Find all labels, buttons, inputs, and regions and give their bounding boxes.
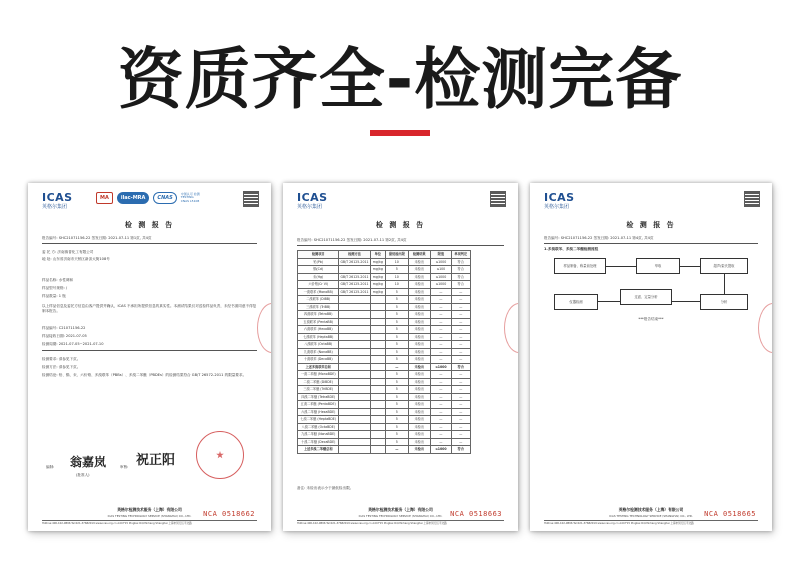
report-footer-en: ICAS TESTING TECHNOLOGY SERVICE (SHANGHAI) CO., LTD.	[609, 513, 693, 518]
table-cell: 符合	[451, 446, 470, 454]
table-cell: 5	[386, 438, 408, 446]
flow-step-filter: 过滤、定量分析	[620, 289, 672, 305]
sig-left-role: (批准人)	[76, 473, 90, 477]
table-cell: 10	[386, 273, 408, 281]
table-cell: —	[451, 386, 470, 394]
table-row	[298, 288, 471, 296]
arrow-left-icon	[598, 301, 620, 302]
table-row	[298, 431, 471, 439]
table-cell	[370, 333, 386, 341]
table-note: 备注: 未检出表示小于最低检出限。	[297, 486, 354, 490]
table-cell: 未检出	[408, 431, 430, 439]
table-cell	[370, 348, 386, 356]
report-title: 检 测 报 告	[124, 221, 175, 229]
report-title: 检 测 报 告	[626, 221, 676, 229]
table-header-row	[298, 251, 471, 259]
table-cell: —	[451, 408, 470, 416]
table-cell: 未检出	[408, 446, 430, 454]
table-cell: —	[430, 303, 451, 311]
table-cell: 未检出	[408, 318, 430, 326]
table-row	[298, 273, 471, 281]
headline-underline	[370, 130, 430, 136]
table-cell: 5	[386, 311, 408, 319]
table-cell	[339, 266, 370, 274]
arrow-right-icon	[606, 266, 636, 267]
table-row	[298, 341, 471, 349]
table-cell: 镉(Cd)	[298, 266, 339, 274]
table-row	[298, 378, 471, 386]
table-cell: 5	[386, 348, 408, 356]
table-header-cell: 最低检出限	[386, 251, 408, 259]
table-cell: —	[430, 386, 451, 394]
qr-code-icon	[744, 191, 760, 207]
contact-bar: Hotline:400-102-9896 Tel:021-37682019 www.icas.org.cn Add:F15 Pingbei Rd,Minhang Shanghai 上海市闵行区平北路	[42, 520, 257, 525]
table-cell: —	[451, 371, 470, 379]
table-cell	[370, 318, 386, 326]
table-cell: —	[430, 423, 451, 431]
table-row	[298, 416, 471, 424]
logo-subtext: 英格尔集团	[42, 203, 68, 210]
table-cell: 七溴联苯 (HeptaBB)	[298, 333, 339, 341]
table-cell: —	[451, 333, 470, 341]
table-cell: 5	[386, 393, 408, 401]
report-footer-en: ICAS TESTING TECHNOLOGY SERVICE (SHANGHAI) CO., LTD.	[107, 513, 192, 518]
table-cell	[339, 378, 370, 386]
divider	[544, 243, 758, 244]
sig-mid-label: 审核:	[120, 465, 129, 469]
table-cell: 未检出	[408, 423, 430, 431]
table-cell: 四溴二苯醚 (TetraBDE)	[298, 393, 339, 401]
table-cell: 上述多溴联苯总和	[298, 363, 339, 371]
table-row	[298, 386, 471, 394]
table-cell: ≤1000	[430, 446, 451, 454]
nca-serial: NCA 0518665	[704, 510, 756, 519]
flow-step-extract: 萃取	[636, 258, 680, 274]
qr-code-icon	[490, 191, 506, 207]
table-row	[298, 348, 471, 356]
table-cell: 符合	[451, 273, 470, 281]
table-cell: —	[430, 378, 451, 386]
table-cell: 5	[386, 326, 408, 334]
table-cell	[370, 416, 386, 424]
table-row	[298, 311, 471, 319]
table-cell: —	[430, 416, 451, 424]
table-cell	[339, 446, 370, 454]
table-cell: 未检出	[408, 386, 430, 394]
table-cell: 上述多溴二苯醚总和	[298, 446, 339, 454]
table-cell	[370, 296, 386, 304]
table-header-cell: 检测方法	[339, 251, 370, 259]
table-cell	[339, 431, 370, 439]
table-cell: 未检出	[408, 296, 430, 304]
signature-mid: 祝正阳	[136, 453, 176, 468]
table-cell: ≤1000	[430, 281, 451, 289]
table-cell: —	[430, 431, 451, 439]
receive-date-line: 样品接收日期: 2021-07-05	[42, 334, 87, 338]
table-cell: 九溴二苯醚 (NonaBDE)	[298, 431, 339, 439]
table-body	[298, 258, 471, 453]
table-cell	[339, 356, 370, 364]
table-cell: 九溴联苯 (NonaBB)	[298, 348, 339, 356]
arrow-left-icon	[672, 301, 700, 302]
table-cell: 5	[386, 333, 408, 341]
logo-text: ICAS	[544, 191, 575, 204]
contact-bar: Hotline:400-102-9896 Tel:021-37682019 www.icas.org.cn Add:F15 Pingbei Rd,Minhang Shanghai 上海市闵行区平北路	[544, 520, 758, 525]
sample-name-line: 样品名称: 水性调和	[42, 278, 74, 282]
table-cell: ≤1000	[430, 363, 451, 371]
flow-section-title: 1.多溴联苯、多溴二苯醚检测流程	[544, 247, 599, 251]
report-title: 检 测 报 告	[375, 221, 426, 229]
test-period-line: 检测周期: 2021-07-05~2021-07-10	[42, 342, 104, 346]
table-cell: 未检出	[408, 333, 430, 341]
table-cell: 六溴二苯醚 (HexaBDE)	[298, 408, 339, 416]
table-cell: —	[451, 356, 470, 364]
address-line: 地 址: 山东省济南市天桥区新泺大街108号	[42, 257, 110, 261]
table-cell	[339, 296, 370, 304]
sample-model-line: 样品型号规格: /	[42, 286, 68, 290]
cma-badge: MA	[96, 192, 113, 204]
table-cell: GB/T 26125-2011	[340, 289, 369, 294]
table-cell: 一溴联苯 (MonoBB)	[298, 288, 339, 296]
table-cell: 铅(Pb)	[298, 258, 339, 266]
table-cell: 5	[386, 266, 408, 274]
logo-subtext: 英格尔集团	[297, 203, 323, 210]
table-cell: 5	[386, 371, 408, 379]
table-header-cell: 单项判定	[451, 251, 470, 259]
table-cell: —	[451, 438, 470, 446]
table-header-cell: 单位	[370, 251, 386, 259]
qr-code-icon	[243, 191, 259, 207]
icas-logo	[544, 191, 575, 210]
table-cell: 5	[386, 378, 408, 386]
table-cell: 5	[386, 288, 408, 296]
method-line: 检测方法: 请参见下页。	[42, 365, 81, 369]
report-page-3	[530, 183, 772, 531]
divider	[42, 350, 257, 351]
table-cell: 未检出	[408, 281, 430, 289]
accreditation-badges	[96, 192, 203, 204]
signature-left: 翁嘉岚	[70, 455, 107, 469]
table-cell: 未检出	[408, 303, 430, 311]
table-cell: —	[430, 311, 451, 319]
table-cell: —	[451, 378, 470, 386]
table-cell: 未检出	[408, 408, 430, 416]
table-cell: —	[451, 416, 470, 424]
table-cell: 六溴联苯 (HexaBB)	[298, 326, 339, 334]
table-cell: 五溴二苯醚 (PentaBDE)	[298, 401, 339, 409]
logo-subtext: 英格尔集团	[544, 203, 570, 210]
table-cell: —	[451, 431, 470, 439]
table-cell: 未检出	[408, 416, 430, 424]
flow-step-instrument: 仪器检测	[554, 294, 598, 310]
report-footer-en: ICAS TESTING TECHNOLOGY SERVICE (SHANGHAI) CO., LTD.	[358, 513, 443, 518]
table-row	[298, 393, 471, 401]
table-cell: ≤1000	[430, 273, 451, 281]
report-footer: 英格尔检测技术服务（上海）有限公司	[368, 507, 433, 513]
table-cell: —	[430, 333, 451, 341]
table-cell: —	[451, 311, 470, 319]
table-cell	[339, 393, 370, 401]
table-cell: 七溴二苯醚 (HeptaBDE)	[298, 416, 339, 424]
table-cell	[339, 363, 370, 371]
table-cell: 符合	[451, 363, 470, 371]
table-cell: 5	[386, 341, 408, 349]
table-cell	[370, 356, 386, 364]
official-seal-icon	[196, 431, 244, 479]
table-row	[298, 356, 471, 364]
table-cell: 未检出	[408, 438, 430, 446]
table-cell: 未检出	[408, 273, 430, 281]
table-cell: —	[430, 438, 451, 446]
contact-bar: Hotline:400-102-9896 Tel:021-37682019 www.icas.org.cn Add:F15 Pingbei Rd,Minhang Shanghai 上海市闵行区平北路	[297, 520, 504, 525]
table-cell: 5	[386, 423, 408, 431]
table-cell: 5	[386, 386, 408, 394]
table-cell: GB/T 26125-2011	[340, 282, 369, 287]
table-cell: 未检出	[408, 401, 430, 409]
table-cell: 5	[386, 401, 408, 409]
table-cell: —	[430, 371, 451, 379]
table-cell: —	[386, 446, 408, 454]
table-cell	[370, 341, 386, 349]
table-cell: —	[451, 318, 470, 326]
table-cell: mg/kg	[370, 288, 386, 296]
conclusion-line: 检测结论: 铅、镉、汞、六价铬、多溴联苯（PBBs）、多溴二苯醚（PBDEs）的检测结果符合 GB/T 26572-2011 的限量要求。	[42, 373, 247, 377]
edge-seal-icon	[504, 303, 518, 353]
table-cell: 二溴联苯 (DiBB)	[298, 296, 339, 304]
nca-serial: NCA 0518662	[203, 510, 255, 519]
arrow-down-icon	[724, 274, 725, 294]
table-cell	[339, 348, 370, 356]
table-cell: 三溴联苯 (TriBB)	[298, 303, 339, 311]
table-cell	[339, 416, 370, 424]
table-cell	[339, 311, 370, 319]
report-meta: 报告编号: SHC21071156-22 签发日期: 2021-07-11 第4页, 共4页	[544, 236, 654, 240]
table-cell: 10	[386, 281, 408, 289]
table-cell: —	[451, 341, 470, 349]
report-footer: 英格尔检测技术服务（上海）有限公司	[618, 507, 684, 513]
edge-seal-icon	[257, 303, 271, 353]
report-footer: 英格尔检测技术服务（上海）有限公司	[117, 507, 182, 513]
divider	[297, 245, 504, 246]
table-cell	[370, 363, 386, 371]
flow-step-analysis: 分析	[700, 294, 748, 310]
table-cell: —	[430, 296, 451, 304]
table-cell: 八溴联苯 (OctaBB)	[298, 341, 339, 349]
table-row	[298, 281, 471, 289]
table-cell: 符合	[451, 266, 470, 274]
table-header-cell: 检测结果	[408, 251, 430, 259]
results-table	[297, 250, 471, 454]
table-cell: 四溴联苯 (TetraBB)	[298, 311, 339, 319]
table-cell: 5	[386, 303, 408, 311]
table-row	[298, 333, 471, 341]
table-cell: 六价铬(Cr VI)	[298, 281, 339, 289]
table-cell	[370, 393, 386, 401]
table-cell: 十溴联苯 (DecaBB)	[298, 356, 339, 364]
report-meta: 报告编号: SHC21071156-22 签发日期: 2021-07-11 第1页, 共4页	[42, 236, 152, 240]
logo-text: ICAS	[42, 191, 73, 204]
table-cell: 二溴二苯醚 (DiBDE)	[298, 378, 339, 386]
table-cell	[339, 438, 370, 446]
table-cell: 未检出	[408, 356, 430, 364]
table-cell: —	[386, 363, 408, 371]
table-cell	[339, 386, 370, 394]
table-row	[298, 318, 471, 326]
table-cell	[370, 386, 386, 394]
table-cell: 未检出	[408, 371, 430, 379]
table-cell: —	[451, 401, 470, 409]
table-cell	[370, 408, 386, 416]
table-cell: 未检出	[408, 341, 430, 349]
page-headline: 资质齐全-检测完备	[117, 41, 683, 118]
table-cell: 未检出	[408, 288, 430, 296]
table-cell: mg/kg	[370, 258, 386, 266]
table-cell	[370, 378, 386, 386]
table-cell: —	[451, 393, 470, 401]
table-cell	[339, 408, 370, 416]
table-cell: 5	[386, 408, 408, 416]
icas-logo	[42, 191, 73, 210]
flow-step-ultrasonic: 超声/索氏提取	[700, 258, 748, 274]
table-cell	[370, 303, 386, 311]
table-cell: 10	[386, 258, 408, 266]
table-cell	[339, 333, 370, 341]
table-cell: 5	[386, 431, 408, 439]
divider	[42, 243, 257, 244]
table-cell: 五溴联苯 (PentaBB)	[298, 318, 339, 326]
sample-no-line: 样品编号: C21071156-22	[42, 326, 86, 330]
table-cell: 5	[386, 296, 408, 304]
table-cell: —	[451, 423, 470, 431]
table-cell: 符合	[451, 281, 470, 289]
table-cell: —	[451, 288, 470, 296]
table-cell	[339, 318, 370, 326]
table-row	[298, 423, 471, 431]
table-row	[298, 446, 471, 454]
table-cell: —	[430, 393, 451, 401]
table-row	[298, 401, 471, 409]
disclaimer-line: 以上样品信息及委托方信息由客户提供并确认，ICAS 不承担所提供信息的真实性。本测试结果仅对送检样品负责，未经书面同意不得复制本报告。	[42, 304, 257, 314]
table-row	[298, 296, 471, 304]
end-of-report: ***报告结束***	[638, 317, 664, 321]
table-row	[298, 438, 471, 446]
requirement-line: 检测要求: 请参见下页。	[42, 357, 81, 361]
table-cell: —	[430, 401, 451, 409]
table-cell: 5	[386, 318, 408, 326]
edge-seal-icon	[758, 303, 772, 353]
table-cell: mg/kg	[370, 266, 386, 274]
table-cell	[370, 401, 386, 409]
table-cell: —	[430, 356, 451, 364]
table-cell: 十溴二苯醚 (DecaBDE)	[298, 438, 339, 446]
table-cell: —	[451, 348, 470, 356]
table-cell: —	[451, 296, 470, 304]
table-row	[298, 266, 471, 274]
table-cell: mg/kg	[370, 281, 386, 289]
table-cell: —	[430, 408, 451, 416]
table-cell	[339, 326, 370, 334]
table-header-cell: 限值	[430, 251, 451, 259]
table-cell: 未检出	[408, 393, 430, 401]
table-cell: 未检出	[408, 378, 430, 386]
table-cell: 未检出	[408, 326, 430, 334]
table-cell: —	[430, 341, 451, 349]
client-line: 委 托 方: 济南赛普化工有限公司	[42, 250, 94, 254]
table-cell	[339, 371, 370, 379]
table-row	[298, 258, 471, 266]
table-cell: 未检出	[408, 363, 430, 371]
report-meta: 报告编号: SHC21071156-22 签发日期: 2021-07-11 第2页, 共4页	[297, 238, 407, 242]
table-cell: mg/kg	[370, 273, 386, 281]
table-row	[298, 408, 471, 416]
table-cell: 一溴二苯醚 (MonoBDE)	[298, 371, 339, 379]
table-cell	[339, 341, 370, 349]
table-cell	[370, 371, 386, 379]
table-cell: 八溴二苯醚 (OctaBDE)	[298, 423, 339, 431]
table-cell: —	[430, 348, 451, 356]
table-cell	[370, 311, 386, 319]
table-cell: GB/T 26125-2011	[340, 259, 369, 264]
report-page-2	[283, 183, 518, 531]
cnas-badge: CNAS	[153, 192, 176, 204]
table-cell: 汞(Hg)	[298, 273, 339, 281]
report-page-1	[28, 183, 271, 531]
table-cell: 未检出	[408, 258, 430, 266]
table-cell: 5	[386, 356, 408, 364]
table-cell	[370, 446, 386, 454]
table-cell	[339, 303, 370, 311]
ilac-badge: ilac-MRA	[117, 192, 150, 204]
table-row	[298, 303, 471, 311]
table-cell: 未检出	[408, 348, 430, 356]
table-row	[298, 363, 471, 371]
table-cell	[370, 423, 386, 431]
flow-step-prep: 样品制备、称量前处理	[554, 258, 606, 274]
table-cell: ≤1000	[430, 258, 451, 266]
table-cell: 5	[386, 416, 408, 424]
arrow-right-icon	[680, 266, 700, 267]
table-cell	[370, 431, 386, 439]
table-header-cell: 检测项目	[298, 251, 339, 259]
table-cell: ≤100	[430, 266, 451, 274]
table-cell: 三溴二苯醚 (TriBDE)	[298, 386, 339, 394]
sig-left-label: 编制:	[46, 465, 55, 469]
table-cell	[370, 438, 386, 446]
table-cell	[339, 423, 370, 431]
table-cell: GB/T 26125-2011	[340, 274, 369, 279]
table-cell: 未检出	[408, 311, 430, 319]
sample-qty-line: 样品数量: 1 瓶	[42, 294, 66, 298]
table-cell	[339, 401, 370, 409]
logo-text: ICAS	[297, 191, 328, 204]
table-cell: —	[430, 318, 451, 326]
table-cell: 未检出	[408, 266, 430, 274]
table-cell: —	[451, 326, 470, 334]
table-cell: —	[451, 303, 470, 311]
table-row	[298, 371, 471, 379]
table-cell: —	[430, 326, 451, 334]
table-cell: —	[430, 288, 451, 296]
table-row	[298, 326, 471, 334]
table-cell: 符合	[451, 258, 470, 266]
cnas-note: 中国认可 检测 TESTING CNAS L5108	[180, 192, 200, 203]
table-cell	[370, 326, 386, 334]
icas-logo	[297, 191, 328, 210]
nca-serial: NCA 0518663	[450, 510, 502, 519]
